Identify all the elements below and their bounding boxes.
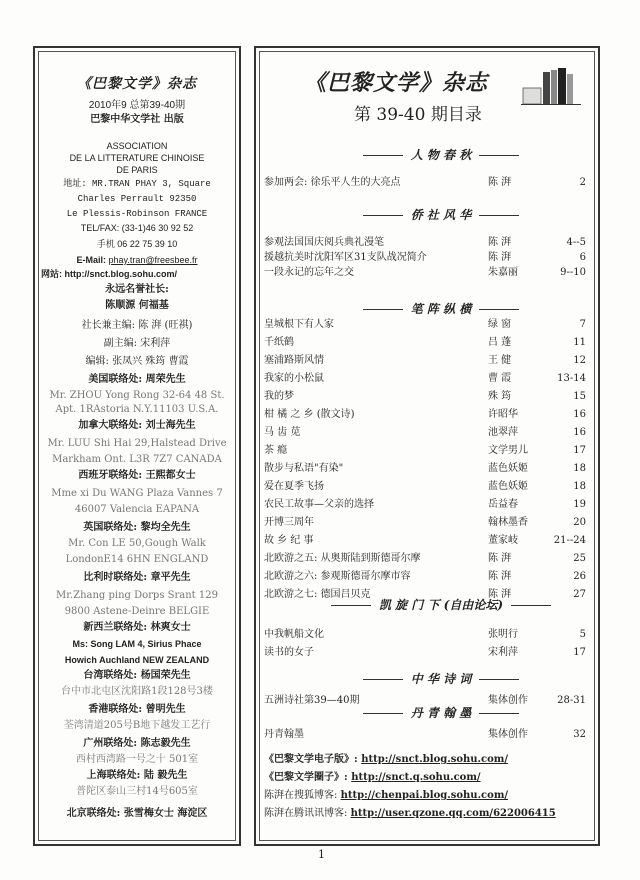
toc-author: 张明行 [488,629,518,640]
toc-author: 翰林墨香 [488,517,528,528]
toc-entry[interactable] [264,462,590,476]
us-address-2: Apt. 1RAstoria N.Y.11103 U.S.A. [55,404,219,415]
mobile-phone: 手机 06 22 75 39 10 [96,239,178,249]
magazine-title: 《巴黎文学》杂志 [77,76,197,92]
us-contact-head: 美国联络处: 周荣先生 [88,374,186,385]
publisher-line: 巴黎中华文学社 出版 [90,114,184,125]
toc-title: 柑 橘 之 乡 (散文诗) [264,409,355,420]
tw-address: 台中市北屯区沈阳路1段128号3楼 [61,686,213,697]
toc-entry[interactable] [264,251,590,265]
toc-entry[interactable] [264,516,590,530]
toc-author: 陈 湃 [488,237,512,248]
toc-page: 20 [573,517,586,528]
toc-author: 陈 湃 [488,252,512,263]
uk-contact-head: 英国联络处: 黎均全先生 [83,522,191,533]
toc-entry[interactable] [264,372,590,386]
address-line-1: 地址: MR.TRAN PHAY 3, Square [63,179,211,189]
toc-title: 农民工故事—父亲的选择 [264,499,374,510]
link-label: 《巴黎文学圈子》: [264,772,352,783]
toc-author: 蓝色妖姬 [488,463,528,474]
toc-page: 19 [573,499,586,510]
toc-page: 25 [573,553,586,564]
link-line [264,788,508,804]
toc-title: 读书的女子 [264,647,314,658]
toc-entry[interactable] [264,176,590,190]
contents-subtitle: 第 39-40 期目录 [354,105,482,125]
toc-author: 殊 筠 [488,391,512,402]
toc-page: 7 [579,319,586,330]
toc-page: 12 [573,355,586,366]
toc-entry[interactable] [264,646,590,660]
toc-author: 池翠萍 [488,427,518,438]
link-line [264,806,556,822]
editors-line: 编辑: 张凤兴 殊筠 曹霞 [85,356,189,367]
es-contact-head: 西班牙联络处: 王熙都女士 [78,470,196,481]
uk-address-1: Mr. Con LE 50,Gough Walk [68,538,206,549]
toc-title: 我家的小松鼠 [264,373,324,384]
es-address-1: Mme xi Du WANG Plaza Vannes 7 [51,488,223,499]
ca-address-2: Markham Ont. L3R 7Z7 CANADA [52,454,222,465]
toc-entry[interactable] [264,728,590,742]
toc-title: 塞浦路斯风情 [264,355,324,366]
toc-title: 参加两会: 徐乐平人生的大亮点 [264,177,401,188]
toc-author: 朱嘉丽 [488,267,518,278]
toc-page: 5 [579,629,586,640]
toc-page: 16 [573,427,586,438]
toc-title: 丹青翰墨 [264,729,304,740]
address-line-2: Charles Perrault 92350 [77,194,197,204]
toc-author: 曹 霞 [488,373,512,384]
link-label: 陈湃在搜狐博客: [264,790,341,801]
toc-page: 28-31 [557,695,586,706]
toc-title: 参观法国国庆阅兵典礼漫笔 [264,237,384,248]
toc-title: 我的梦 [264,391,294,402]
section-kaixuanmen: 凯 旋 门 下 (自由论坛) [316,596,566,613]
toc-title: 北欧游之五: 从奥斯陆到斯德哥尔摩 [264,553,421,564]
toc-entry[interactable] [264,236,590,250]
gz-contact-head: 广州联络处: 陈志毅先生 [83,738,191,749]
toc-entry[interactable] [264,694,590,708]
assoc-line-1: ASSOCIATION [106,141,168,151]
toc-entry[interactable] [264,570,590,584]
email-link[interactable]: phay.tran@freesbee.fr [108,255,198,265]
toc-author: 文学男儿 [488,445,528,456]
masthead-panel [33,46,241,846]
toc-entry[interactable] [264,336,590,350]
toc-author: 宋利萍 [488,647,518,658]
toc-author: 岳益春 [488,499,518,510]
be-address-1: Mr.Zhang ping Dorps Srant 129 [56,590,218,601]
toc-author: 集体创作 [488,695,528,706]
toc-entry[interactable] [264,318,590,332]
email-label: E-Mail: [76,255,109,265]
president-line: 社长兼主编: 陈 湃 (旺祺) [81,320,193,331]
toc-author: 陈 湃 [488,553,512,564]
honorary-names: 陈顺源 何福基 [105,300,169,311]
toc-title: 茶 瘾 [264,445,288,456]
be-address-2: 9800 Astene-Deinre BELGIE [64,606,210,617]
gz-address: 西村西湾路一号之十 501室 [75,754,199,765]
toc-title: 北欧游之七: 德国吕贝克 [264,589,371,600]
toc-author: 吕 蓬 [488,337,512,348]
bj-contact: 北京联络处: 张雪梅女士 海淀区 [66,808,208,819]
toc-entry[interactable] [264,628,590,642]
toc-page: 21--24 [553,535,586,546]
toc-title: 北欧游之六: 参观斯德哥尔摩市容 [264,571,411,582]
email-line [45,254,229,266]
nz-address-2: Howich Auchland NEW ZEALAND [64,655,210,665]
toc-title: 千纸鹤 [264,337,294,348]
toc-page: 17 [573,445,586,456]
assoc-line-3: DE PARIS [116,165,158,175]
link-url[interactable]: http://user.qzone.qq.com/622006415 [350,808,556,819]
toc-entry[interactable] [264,534,590,548]
link-label: 陈湃在腾讯讯博客: [264,808,351,819]
toc-page: 27 [573,589,586,600]
nz-address-1: Ms: Song LAM 4, Sirius Phace [72,639,202,649]
toc-page: 32 [573,729,586,740]
section-shici: 中 华 诗 词 [316,670,566,687]
link-label: 《巴黎文学电子版》: [264,754,362,765]
nz-contact-head: 新西兰联络处: 林爽女士 [83,622,191,633]
toc-title: 故 乡 纪 事 [264,535,314,546]
sh-address: 普陀区泰山三村14号605室 [76,786,198,797]
toc-page: 13-14 [557,373,586,384]
vice-editor-line: 副主编: 宋利萍 [103,338,171,349]
sh-contact-head: 上海联络处: 陆 毅先生 [86,770,188,781]
toc-author: 绿 窗 [488,319,512,330]
link-url[interactable]: http://snct.q.sohu.com/ [351,772,481,783]
toc-title: 一段永记的忘年之交 [264,267,354,278]
toc-title: 开博三周年 [264,517,314,528]
section-danqing: 丹 青 翰 墨 [316,704,566,721]
link-line [264,752,508,768]
hk-contact-head: 香港联络处: 曾明先生 [88,704,186,715]
contents-panel [254,46,600,846]
toc-entry[interactable] [264,266,590,280]
toc-page: 6 [579,252,586,263]
toc-entry[interactable] [264,426,590,440]
toc-title: 散步与私语"有染" [264,463,344,474]
section-bizhen: 笔 阵 纵 横 [316,300,566,317]
toc-page: 18 [573,481,586,492]
toc-title: 马 齿 苋 [264,427,301,438]
toc-page: 18 [573,463,586,474]
toc-entry[interactable] [264,480,590,494]
toc-entry[interactable] [264,498,590,512]
ca-address-1: Mr. LUU Shi Hai 29,Halstead Drive [47,438,227,449]
toc-page: 9--10 [560,267,586,278]
page-number: 1 [318,848,325,861]
ca-contact-head: 加拿大联络处: 刘士海先生 [78,420,196,431]
uk-address-2: LondonE14 6HN ENGLAND [65,554,209,565]
toc-page: 2 [579,177,586,188]
toc-page: 16 [573,409,586,420]
hk-address: 荃湾清道205号B地下越发工艺行 [63,720,211,731]
toc-page: 26 [573,571,586,582]
contents-magazine-title: 《巴黎文学》杂志 [303,70,488,96]
toc-title: 中我帆船文化 [264,629,324,640]
toc-entry[interactable] [264,552,590,566]
toc-entry[interactable] [264,408,590,422]
tel-fax: TEL/FAX: (33-1)46 30 92 52 [80,223,194,233]
toc-title: 五洲诗社第39—40期 [264,695,360,706]
assoc-line-2: DE LA LITTERATURE CHINOISE [69,153,205,163]
toc-page: 11 [573,337,586,348]
toc-author: 陈 湃 [488,589,512,600]
section-renwu: 人 物 春 秋 [316,146,566,163]
toc-entry[interactable] [264,390,590,404]
section-qiaoshe: 侨 社 风 华 [316,206,566,223]
website-line[interactable]: 网站: http://snct.blog.sohu.com/ [41,269,177,279]
es-address-2: 46007 Valencia EAPANA [74,504,200,515]
toc-author: 蓝色妖姬 [488,481,528,492]
tw-contact-head: 台湾联络处: 杨国荣先生 [83,670,191,681]
toc-author: 董家岐 [488,535,518,546]
toc-title: 爱在夏季飞扬 [264,481,324,492]
address-line-3: Le Plessis-Robinson FRANCE [66,209,208,219]
us-address-1: Mr. ZHOU Yong Rong 32-64 48 St. [49,390,225,401]
toc-page: 15 [573,391,586,402]
be-contact-head: 比利时联络处: 章平先生 [83,572,191,583]
toc-author: 陈 湃 [488,571,512,582]
toc-author: 陈 湃 [488,177,512,188]
toc-author: 许昭华 [488,409,518,420]
link-url[interactable]: http://snct.blog.sohu.com/ [361,754,509,765]
toc-entry[interactable] [264,444,590,458]
link-url[interactable]: http://chenpai.blog.sohu.com/ [340,790,509,801]
toc-page: 4--5 [566,237,586,248]
toc-page: 17 [573,647,586,658]
toc-entry[interactable] [264,354,590,368]
toc-title: 援越抗美时沈阳军区31支队战况简介 [264,252,427,263]
toc-title: 皇城根下有人家 [264,319,334,330]
issue-line: 2010年9 总第39-40期 [88,100,186,111]
toc-entry[interactable] [264,588,590,602]
toc-author: 集体创作 [488,729,528,740]
link-line [264,770,481,786]
honorary-head: 永远名誉社长: [105,284,169,295]
toc-author: 王 健 [488,355,512,366]
books-illustration [521,66,581,106]
